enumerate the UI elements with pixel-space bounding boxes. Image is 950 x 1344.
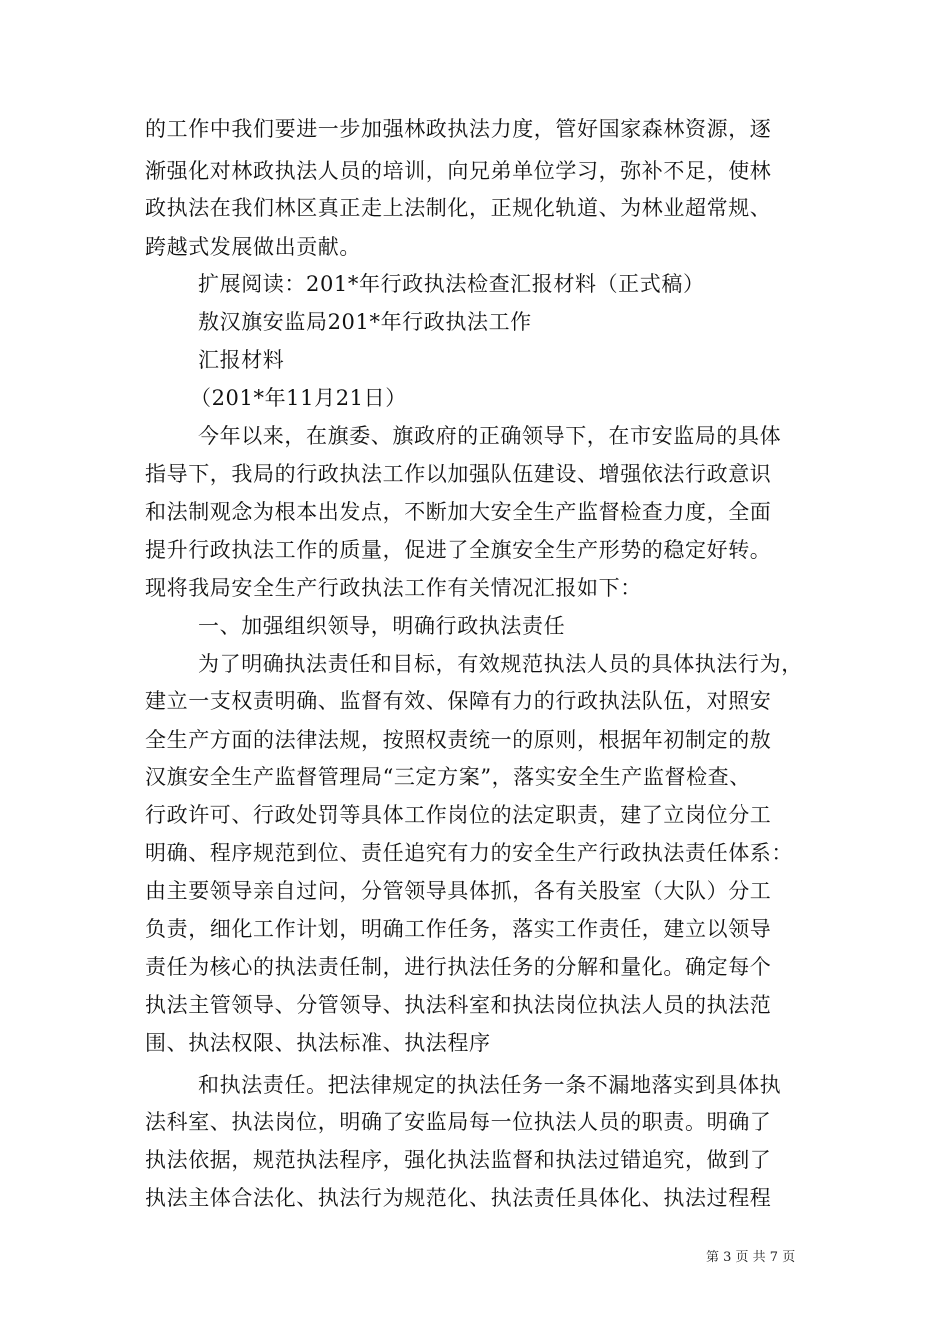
- paragraph-line: 的工作中我们要进一步加强林政执法力度，管好国家森林资源，逐: [145, 117, 772, 141]
- report-subtitle: 汇报材料: [198, 348, 285, 373]
- paragraph-line: 围、执法权限、执法标准、执法程序: [145, 1030, 491, 1055]
- extended-reading-heading: 扩展阅读：201*年行政执法检查汇报材料（正式稿）: [198, 272, 705, 297]
- paragraph-line: 负责，细化工作计划，明确工作任务，落实工作责任，建立以领导: [145, 917, 772, 942]
- paragraph-line: 由主要领导亲自过问，分管领导具体抓，各有关股室（大队）分工: [145, 878, 772, 903]
- paragraph-line: 汉旗安全生产监督管理局“三定方案”，落实安全生产监督检查、: [145, 765, 751, 790]
- paragraph-line: 执法依据，规范执法程序，强化执法监督和执法过错追究，做到了: [145, 1148, 772, 1173]
- paragraph-line: 和执法责任。把法律规定的执法任务一条不漏地落实到具体执: [198, 1072, 782, 1097]
- paragraph-line: 和法制观念为根本出发点，不断加大安全生产监督检查力度，全面: [145, 500, 772, 525]
- paragraph-line: 建立一支权责明确、监督有效、保障有力的行政执法队伍，对照安: [145, 689, 772, 714]
- page-number: 第 3 页 共 7 页: [706, 1250, 796, 1265]
- paragraph-line: 今年以来，在旗委、旗政府的正确领导下，在市安监局的具体: [198, 424, 782, 449]
- paragraph-line: 法科室、执法岗位，明确了安监局每一位执法人员的职责。明确了: [145, 1110, 772, 1135]
- paragraph-line: 执法主体合法化、执法行为规范化、执法责任具体化、执法过程程: [145, 1186, 772, 1210]
- paragraph-line: 政执法在我们林区真正走上法制化，正规化轨道、为林业超常规、: [145, 196, 772, 221]
- paragraph-line: 提升行政执法工作的质量，促进了全旗安全生产形势的稳定好转。: [145, 537, 772, 562]
- paragraph-line: 渐强化对林政执法人员的培训，向兄弟单位学习，弥补不足，使林: [145, 158, 772, 183]
- paragraph-line: 指导下，我局的行政执法工作以加强队伍建设、增强依法行政意识: [145, 461, 772, 486]
- report-date: （201*年11月21日）: [190, 385, 407, 410]
- report-title: 敖汉旗安监局201*年行政执法工作: [198, 309, 532, 334]
- paragraph-line: 行政许可、行政处罚等具体工作岗位的法定职责，建了立岗位分工: [145, 802, 772, 827]
- section-heading: 一、加强组织领导，明确行政执法责任: [198, 613, 566, 638]
- paragraph-line: 为了明确执法责任和目标，有效规范执法人员的具体执法行为，: [198, 651, 803, 676]
- paragraph-line: 全生产方面的法律法规，按照权责统一的原则，根据年初制定的敖: [145, 727, 772, 752]
- paragraph-line: 执法主管领导、分管领导、执法科室和执法岗位执法人员的执法范: [145, 993, 772, 1018]
- paragraph-line: 现将我局安全生产行政执法工作有关情况汇报如下：: [145, 575, 642, 600]
- paragraph-line: 跨越式发展做出贡献。: [145, 234, 361, 259]
- paragraph-line: 明确、程序规范到位、责任追究有力的安全生产行政执法责任体系：: [145, 841, 793, 866]
- paragraph-line: 责任为核心的执法责任制，进行执法任务的分解和量化。确定每个: [145, 954, 772, 979]
